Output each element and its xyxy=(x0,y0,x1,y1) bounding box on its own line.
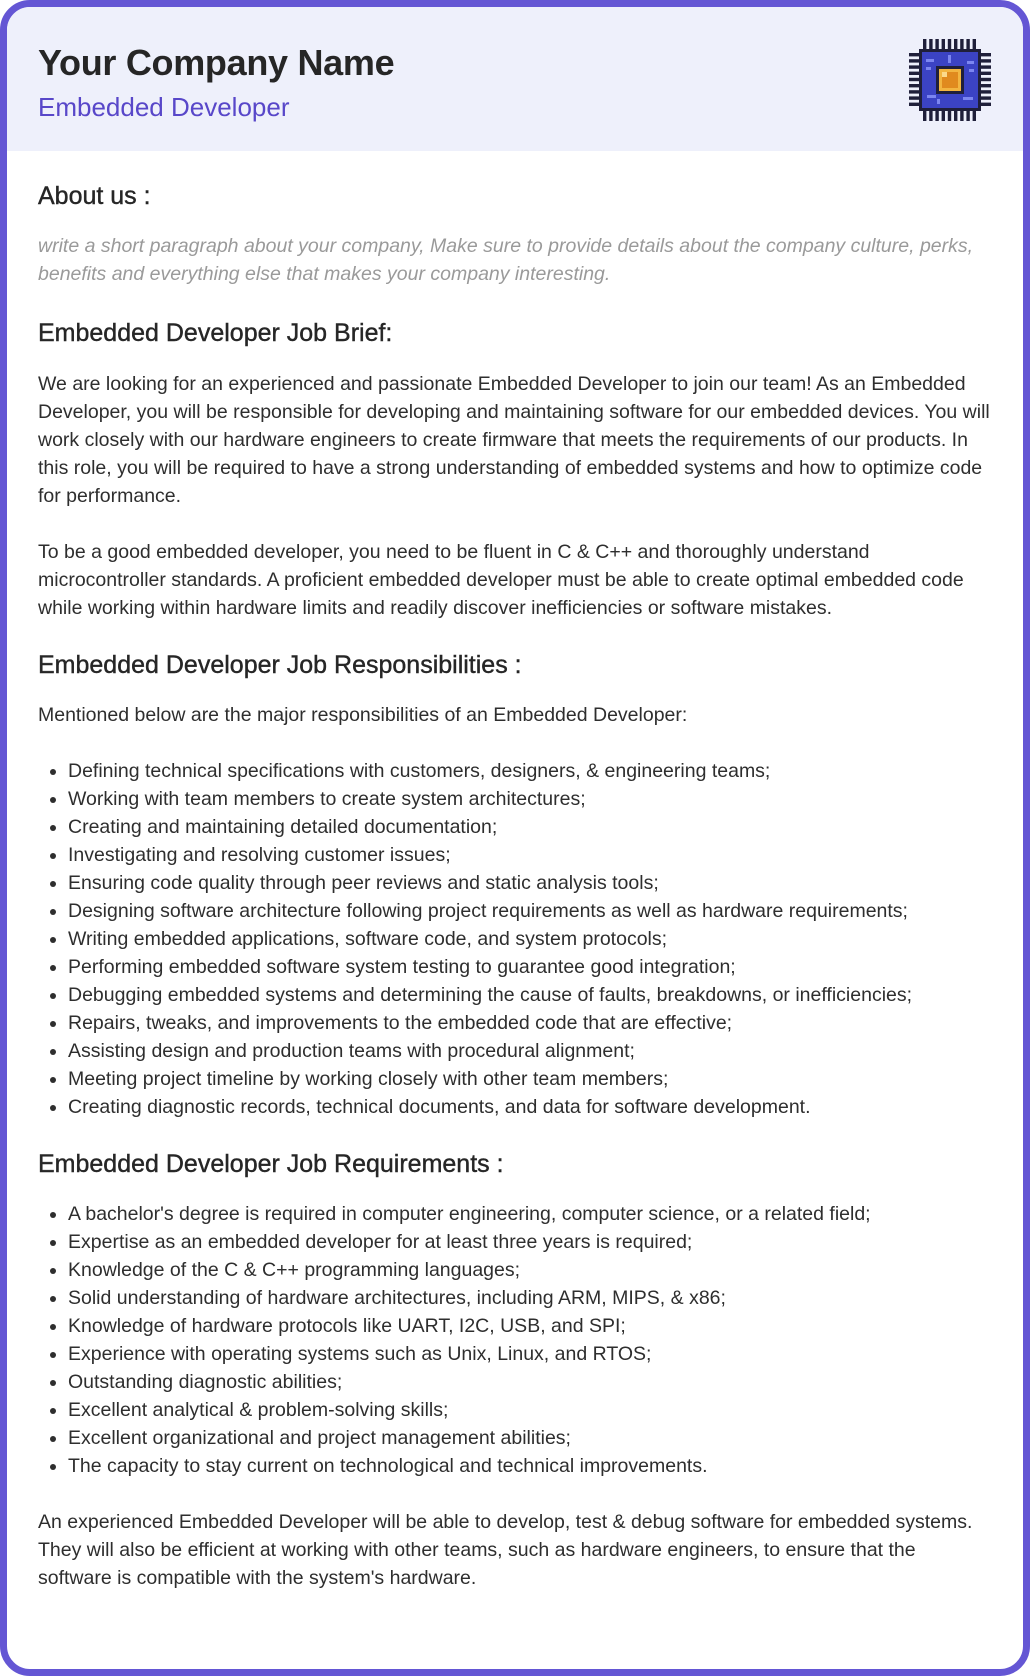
responsibilities-section xyxy=(38,650,992,1121)
list-item: • Assisting design and production teams with procedural alignment; xyxy=(68,1037,992,1065)
list-item: • Knowledge of hardware protocols like UART, I2C, USB, and SPI; xyxy=(68,1312,992,1340)
about-section xyxy=(38,181,992,288)
list-item: • Ensuring code quality through peer reviews and static analysis tools; xyxy=(68,869,992,897)
list-item: • A bachelor's degree is required in computer engineering, computer science, or a related field; xyxy=(68,1200,992,1228)
list-item: • Outstanding diagnostic abilities; xyxy=(68,1368,992,1396)
list-item: • Investigating and resolving customer issues; xyxy=(68,841,992,869)
list-item: • Defining technical specifications with customers, designers, & engineering teams; xyxy=(68,757,992,785)
list-item: • Writing embedded applications, software code, and system protocols; xyxy=(68,925,992,953)
list-item: • Designing software architecture following project requirements as well as hardware requirements; xyxy=(68,897,992,925)
company-name: Your Company Name xyxy=(38,42,395,83)
requirements-list xyxy=(38,1200,992,1480)
list-item: • Meeting project timeline by working closely with other team members; xyxy=(68,1065,992,1093)
brief-paragraph: To be a good embedded developer, you need to be fluent in C & C++ and thoroughly understand microcontroller standards. A proficient embedded developer must be able to create optimal embedded code while working within hardware limits and readily discover inefficiencies or software mistakes. xyxy=(38,540,964,619)
brief-section xyxy=(38,318,992,621)
about-placeholder: write a short paragraph about your company, Make sure to provide details about the company culture, perks, benefits and everything else that makes your company interesting. xyxy=(38,235,974,286)
content xyxy=(7,151,1023,1592)
list-item: • Excellent analytical & problem-solving skills; xyxy=(68,1396,992,1424)
list-item: • The capacity to stay current on technological and technical improvements. xyxy=(68,1452,992,1480)
header xyxy=(7,7,1023,151)
requirements-heading: Embedded Developer Job Requirements : xyxy=(38,1149,504,1178)
microchip-icon xyxy=(907,37,993,123)
list-item: • Solid understanding of hardware architectures, including ARM, MIPS, & x86; xyxy=(68,1284,992,1312)
list-item: • Working with team members to create system architectures; xyxy=(68,785,992,813)
list-item: • Knowledge of the C & C++ programming languages; xyxy=(68,1256,992,1284)
list-item: • Expertise as an embedded developer for at least three years is required; xyxy=(68,1228,992,1256)
list-item: • Excellent organizational and project management abilities; xyxy=(68,1424,992,1452)
list-item: • Debugging embedded systems and determining the cause of faults, breakdowns, or inefficiencies; xyxy=(68,981,992,1009)
job-title: Embedded Developer xyxy=(38,92,290,123)
list-item: • Performing embedded software system testing to guarantee good integration; xyxy=(68,953,992,981)
list-item: • Repairs, tweaks, and improvements to the embedded code that are effective; xyxy=(68,1009,992,1037)
brief-heading: Embedded Developer Job Brief: xyxy=(38,319,393,348)
closing-paragraph: An experienced Embedded Developer will be able to develop, test & debug software for embedded systems. They will also be efficient at working with other teams, such as hardware engineers, to ensure that the software is compatible with the system's hardware. xyxy=(38,1511,973,1589)
list-item: • Creating and maintaining detailed documentation; xyxy=(68,813,992,841)
list-item: • Experience with operating systems such as Unix, Linux, and RTOS; xyxy=(68,1340,992,1368)
about-heading: About us : xyxy=(38,182,151,210)
list-item: • Creating diagnostic records, technical documents, and data for software development. xyxy=(68,1093,992,1121)
requirements-section xyxy=(38,1149,992,1592)
responsibilities-list xyxy=(38,757,992,1121)
responsibilities-intro: Mentioned below are the major responsibilities of an Embedded Developer: xyxy=(38,703,688,726)
brief-paragraph: We are looking for an experienced and passionate Embedded Developer to join our team! As an Embedded Developer, you will be responsible for developing and maintaining software for our embedded devices. You will work closely with our hardware engineers to create firmware that meets the requirements of our products. In this role, you will be required to have a strong understanding of embedded systems and how to optimize code for performance. xyxy=(38,372,990,507)
responsibilities-heading: Embedded Developer Job Responsibilities : xyxy=(38,650,522,679)
